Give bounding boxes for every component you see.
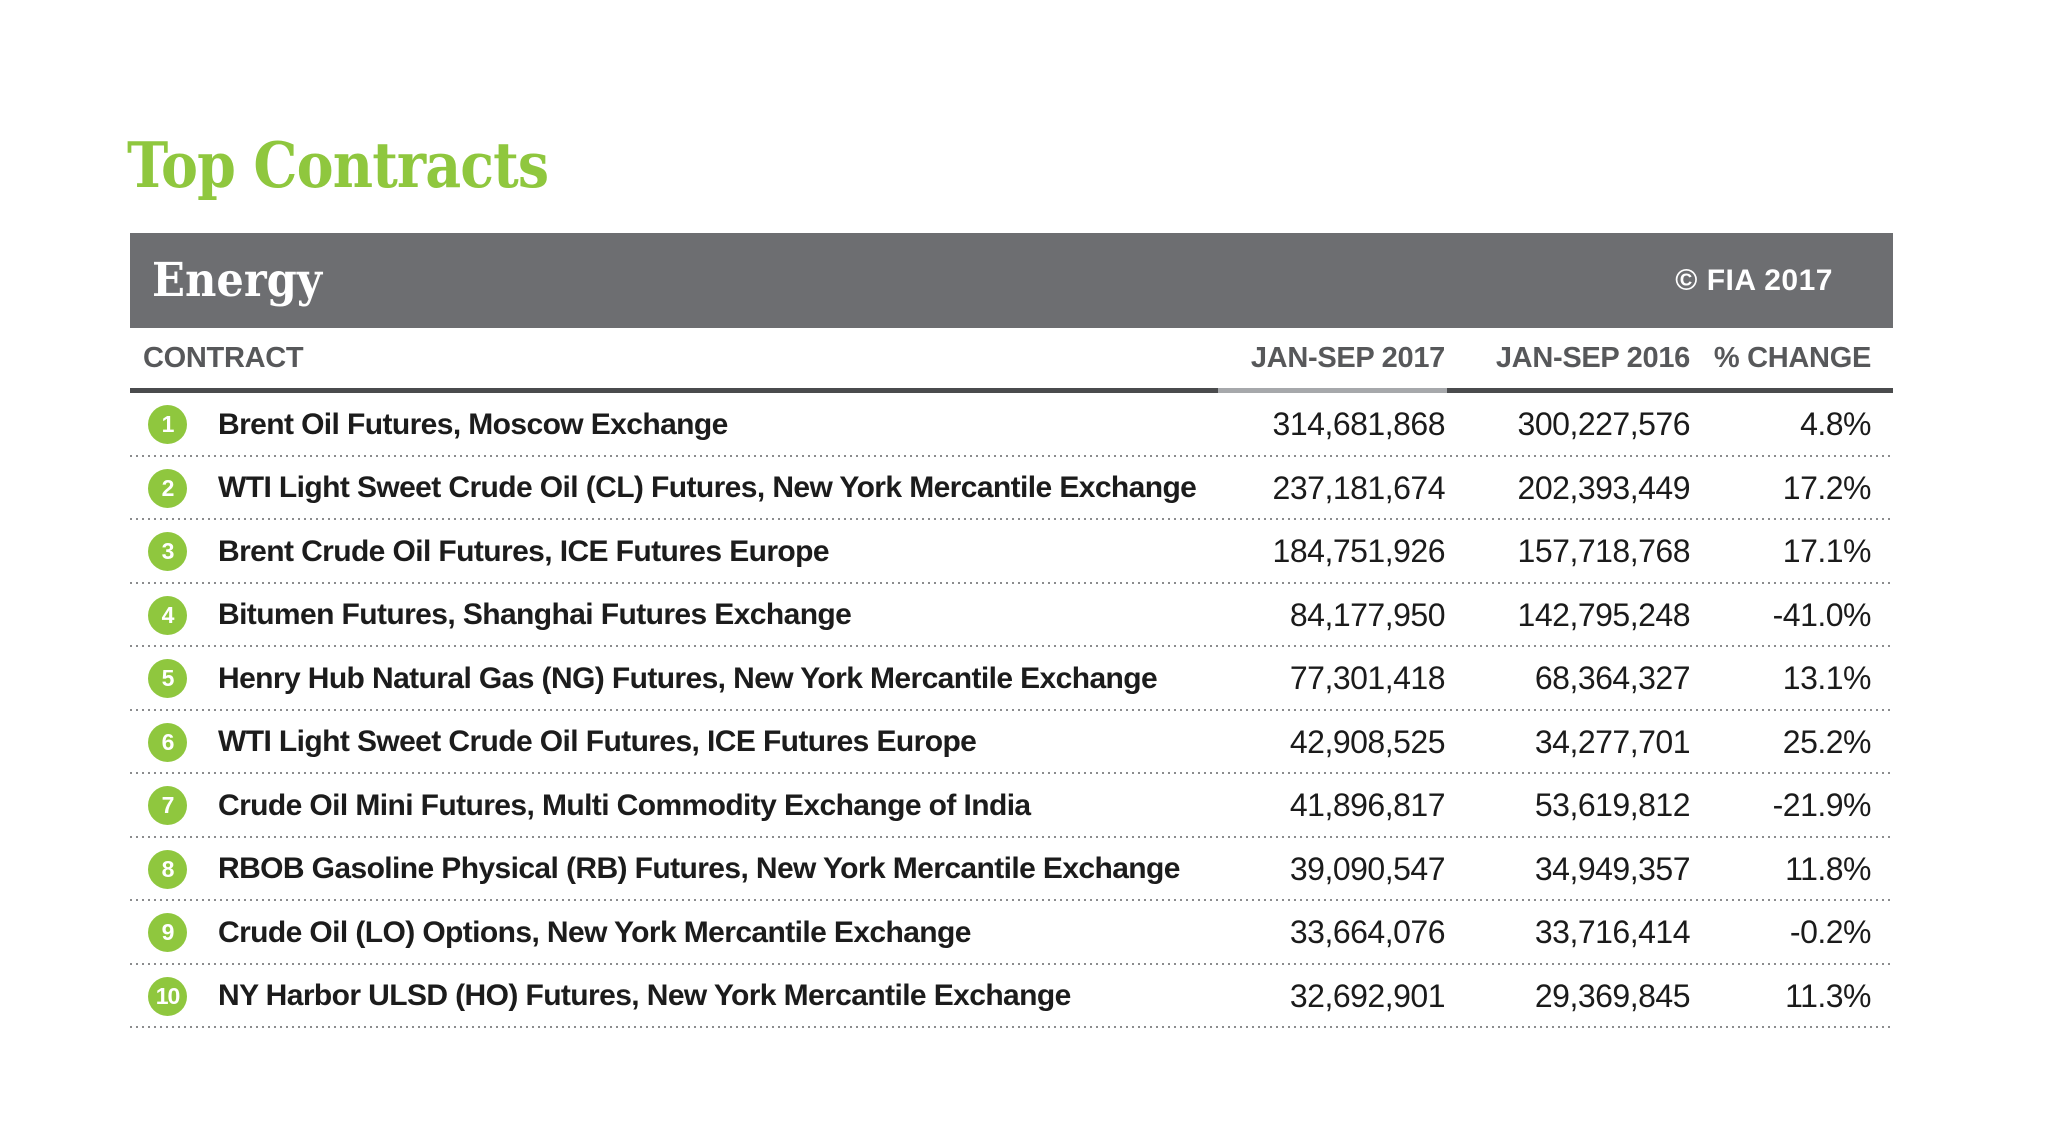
volume-jan-sep-2017: 237,181,674	[1272, 469, 1445, 506]
contract-name: Crude Oil Mini Futures, Multi Commodity Exchange of India	[218, 788, 1031, 822]
table-row	[130, 711, 1893, 775]
rank-badge: 4	[148, 596, 187, 635]
pct-change: 13.1%	[1782, 660, 1871, 697]
volume-jan-sep-2017: 32,692,901	[1289, 977, 1445, 1014]
pct-change: -41.0%	[1772, 596, 1871, 633]
volume-jan-sep-2016: 53,619,812	[1534, 787, 1690, 824]
table-body	[130, 393, 1893, 1028]
volume-jan-sep-2016: 300,227,576	[1517, 406, 1690, 443]
column-header-jan-sep-2016: JAN-SEP 2016	[1495, 341, 1690, 374]
contract-name: RBOB Gasoline Physical (RB) Futures, New York Mercantile Exchange	[218, 852, 1180, 886]
top-contracts-table	[130, 233, 1893, 1028]
section-title: Energy	[152, 253, 323, 308]
rank-badge: 10	[148, 977, 187, 1016]
rank-badge: 5	[148, 659, 187, 698]
volume-jan-sep-2016: 33,716,414	[1534, 914, 1690, 951]
page-title: Top Contracts	[127, 128, 549, 202]
volume-jan-sep-2016: 157,718,768	[1517, 533, 1690, 570]
rank-badge: 1	[148, 405, 187, 444]
contract-name: WTI Light Sweet Crude Oil Futures, ICE Futures Europe	[218, 725, 977, 759]
rank-cell	[130, 469, 218, 508]
table-row	[130, 774, 1893, 838]
rank-cell	[130, 850, 218, 889]
table-row	[130, 520, 1893, 584]
pct-change: 17.1%	[1782, 533, 1871, 570]
pct-change: 4.8%	[1800, 406, 1871, 443]
section-header-bar	[130, 233, 1893, 328]
pct-change: -0.2%	[1789, 914, 1871, 951]
rank-cell	[130, 723, 218, 762]
volume-jan-sep-2016: 68,364,327	[1534, 660, 1690, 697]
pct-change: 25.2%	[1782, 723, 1871, 760]
pct-change: 11.3%	[1785, 977, 1871, 1014]
pct-change: 11.8%	[1785, 850, 1871, 887]
pct-change: 17.2%	[1782, 469, 1871, 506]
volume-jan-sep-2016: 142,795,248	[1517, 596, 1690, 633]
volume-jan-sep-2017: 42,908,525	[1289, 723, 1445, 760]
contract-name: Crude Oil (LO) Options, New York Mercantile Exchange	[218, 915, 971, 949]
rank-badge: 3	[148, 532, 187, 571]
table-row	[130, 584, 1893, 648]
volume-jan-sep-2017: 314,681,868	[1272, 406, 1445, 443]
contract-name: WTI Light Sweet Crude Oil (CL) Futures, New York Mercantile Exchange	[218, 471, 1197, 505]
rank-cell	[130, 977, 218, 1016]
table-row	[130, 838, 1893, 902]
column-header-contract: CONTRACT	[143, 341, 304, 374]
rank-cell	[130, 532, 218, 571]
table-header-row	[130, 328, 1893, 388]
table-row	[130, 393, 1893, 457]
table-row	[130, 647, 1893, 711]
table-row	[130, 457, 1893, 521]
contract-name: Bitumen Futures, Shanghai Futures Exchange	[218, 598, 852, 632]
volume-jan-sep-2017: 41,896,817	[1289, 787, 1445, 824]
rank-cell	[130, 596, 218, 635]
table-row	[130, 965, 1893, 1029]
pct-change: -21.9%	[1772, 787, 1871, 824]
volume-jan-sep-2016: 29,369,845	[1534, 977, 1690, 1014]
volume-jan-sep-2017: 33,664,076	[1289, 914, 1445, 951]
volume-jan-sep-2016: 34,277,701	[1534, 723, 1690, 760]
contract-name: Henry Hub Natural Gas (NG) Futures, New York Mercantile Exchange	[218, 661, 1158, 695]
rank-badge: 9	[148, 913, 187, 952]
volume-jan-sep-2017: 184,751,926	[1272, 533, 1445, 570]
contract-name: Brent Oil Futures, Moscow Exchange	[218, 407, 728, 441]
rank-cell	[130, 786, 218, 825]
rank-cell	[130, 659, 218, 698]
volume-jan-sep-2016: 202,393,449	[1517, 469, 1690, 506]
rank-badge: 7	[148, 786, 187, 825]
table-row	[130, 901, 1893, 965]
copyright-label: © FIA 2017	[1675, 263, 1833, 297]
column-header-pct-change: % CHANGE	[1713, 341, 1871, 374]
rank-badge: 8	[148, 850, 187, 889]
volume-jan-sep-2016: 34,949,357	[1534, 850, 1690, 887]
volume-jan-sep-2017: 39,090,547	[1289, 850, 1445, 887]
contract-name: Brent Crude Oil Futures, ICE Futures Europe	[218, 534, 829, 568]
rank-badge: 6	[148, 723, 187, 762]
rank-cell	[130, 405, 218, 444]
rank-cell	[130, 913, 218, 952]
contract-name: NY Harbor ULSD (HO) Futures, New York Mercantile Exchange	[218, 979, 1071, 1013]
volume-jan-sep-2017: 84,177,950	[1289, 596, 1445, 633]
column-header-jan-sep-2017: JAN-SEP 2017	[1250, 341, 1445, 374]
rank-badge: 2	[148, 469, 187, 508]
volume-jan-sep-2017: 77,301,418	[1289, 660, 1445, 697]
